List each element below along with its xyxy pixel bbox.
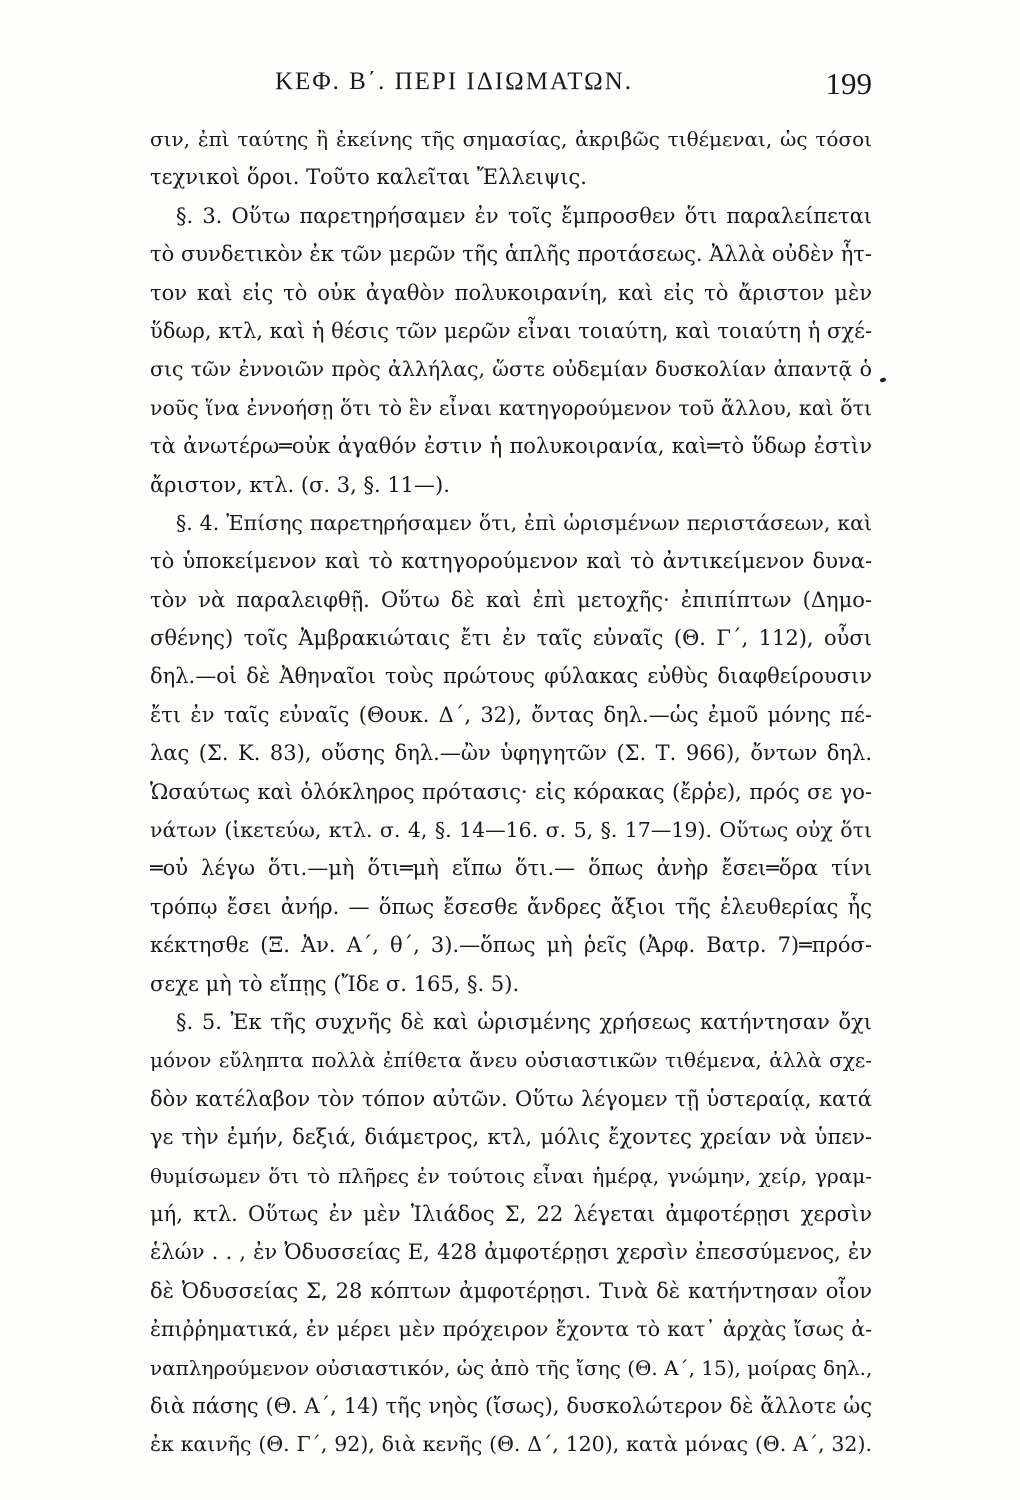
text-line: νοῦς ἵνα ἐννοήσῃ ὅτι τὸ ἓν εἶναι κατηγορούμενον τοῦ ἄλλου, καὶ ὅτι [150, 395, 872, 420]
text-line: §. 4. Ἐπίσης παρετηρήσαμεν ὅτι, ἐπὶ ὡρισμένων περιστάσεων, καὶ [176, 510, 872, 535]
text-line: ἑλών . . , ἐν Ὀδυσσείας Ε, 428 ἀμφοτέρῃσι χερσὶν ἐπεσσύμενος, ἐν [150, 1240, 872, 1265]
ink-speck [879, 377, 886, 383]
page-number: 199 [825, 66, 872, 101]
text-line: σιν, ἐπὶ ταύτης ἢ ἐκείνης τῆς σημασίας, ἀκριβῶς τιθέμεναι, ὡς τόσοι [150, 127, 872, 151]
text-line: τρόπῳ ἔσει ἀνήρ. — ὅπως ἔσεσθε ἄνδρες ἄξιοι τῆς ἐλευθερίας ἧς [150, 894, 872, 919]
text-line: σεχε μὴ τὸ εἴπῃς (Ἴδε σ. 165, §. 5). [150, 971, 520, 996]
running-head [150, 68, 872, 108]
text-line: σθένης) τοῖς Ἀμβρακιώταις ἔτι ἐν ταῖς εὐναῖς (Θ. Γ΄, 112), οὖσι [150, 626, 872, 651]
text-line: ἄριστον, κτλ. (σ. 3, §. 11—). [150, 472, 450, 497]
text-line: γε τὴν ἐμήν, δεξιά, διάμετρος, κτλ, μόλις ἔχοντες χρείαν νὰ ὑπεν- [150, 1125, 872, 1150]
text-line: δὲ Ὀδυσσείας Σ, 28 κόπτων ἀμφοτέρῃσι. Τινὰ δὲ κατήντησαν οἷον [150, 1278, 872, 1303]
text-line: νάτων (ἱκετεύω, κτλ. σ. 4, §. 14—16. σ. 5, §. 17—19). Οὕτως οὐχ ὅτι [150, 818, 872, 843]
text-line: ὕδωρ, κτλ, καὶ ἡ θέσις τῶν μερῶν εἶναι τοιαύτη, καὶ τοιαύτη ἡ σχέ- [150, 318, 872, 343]
text-line: §. 5. Ἐκ τῆς συχνῆς δὲ καὶ ὡρισμένης χρήσεως κατήντησαν ὄχι [176, 1009, 872, 1034]
text-line: τὰ ἀνωτέρω═οὐκ ἀγαθόν ἐστιν ἡ πολυκοιρανία, καὶ═τὸ ὕδωρ ἐστὶν [150, 434, 872, 459]
text-line: ἔτι ἐν ταῖς εὐναῖς (Θουκ. Δ΄, 32), ὄντας δηλ.—ὡς ἐμοῦ μόνης πέ- [150, 702, 872, 727]
text-line: τον καὶ εἰς τὸ οὐκ ἀγαθὸν πολυκοιρανίη, καὶ εἰς τὸ ἄριστον μὲν [150, 280, 872, 305]
text-line: ναπληρούμενον οὐσιαστικόν, ὡς ἀπὸ τῆς ἴσης (Θ. Α΄, 15), μοίρας δηλ., [150, 1355, 872, 1380]
text-line: ἐκ καινῆς (Θ. Γ΄, 92), διὰ κενῆς (Θ. Δ΄, 120), κατὰ μόνας (Θ. Α΄, 32). [150, 1432, 872, 1457]
text-line: διὰ πάσης (Θ. Α΄, 14) τῆς νηὸς (ἴσως), δυσκολώτερον δὲ ἄλλοτε ὡς [150, 1393, 872, 1418]
text-line: δὸν κατέλαβον τὸν τόπον αὐτῶν. Οὕτω λέγομεν τῇ ὑστεραίᾳ, κατά [150, 1086, 872, 1111]
text-line: ═οὐ λέγω ὅτι.—μὴ ὅτι═μὴ εἴπω ὅτι.— ὅπως ἀνὴρ ἔσει═ὅρα τίνι [150, 856, 872, 881]
text-line: σις τῶν ἐννοιῶν πρὸς ἀλλήλας, ὥστε οὐδεμίαν δυσκολίαν ἀπαντᾷ ὁ [150, 357, 872, 382]
text-line: λας (Σ. Κ. 83), οὔσης δηλ.—ὢν ὑφηγητῶν (Σ. Τ. 966), ὄντων δηλ. [150, 741, 872, 766]
text-line: τὸ ὑποκείμενον καὶ τὸ κατηγορούμενον καὶ τὸ ἀντικείμενον δυνα- [150, 549, 872, 574]
body-text [150, 120, 872, 1464]
text-line: ἐπιῤῥηματικά, ἐν μέρει μὲν πρόχειρον ἔχοντα τὸ κατ᾽ ἀρχὰς ἴσως ἀ- [150, 1317, 872, 1342]
text-line: δηλ.—οἱ δὲ Ἀθηναῖοι τοὺς πρώτους φύλακας εὐθὺς διαφθείρουσιν [150, 664, 872, 689]
text-line: μόνον εὔληπτα πολλὰ ἐπίθετα ἄνευ οὐσιαστικῶν τιθέμενα, ἀλλὰ σχε- [150, 1048, 872, 1073]
text-line: Ὡσαύτως καὶ ὁλόκληρος πρότασις· εἰς κόρακας (ἔρῥε), πρός σε γο- [150, 779, 872, 804]
text-line: τεχνικοὶ ὅροι. Τοῦτο καλεῖται Ἔλλειψις. [150, 165, 587, 190]
text-line: τὸ συνδετικὸν ἐκ τῶν μερῶν τῆς ἁπλῆς προτάσεως. Ἀλλὰ οὐδὲν ἧτ- [150, 242, 872, 267]
text-line: θυμίσωμεν ὅτι τὸ πλῆρες ἐν τούτοις εἶναι ἡμέρᾳ, γνώμην, χείρ, γραμ- [150, 1163, 872, 1188]
running-title: ΚΕΦ. Β΄. ΠΕΡΙ ΙΔΙΩΜΑΤΩΝ. [275, 68, 633, 95]
text-line: §. 3. Οὕτω παρετηρήσαμεν ἐν τοῖς ἔμπροσθεν ὅτι παραλείπεται [176, 203, 872, 228]
text-line: τὸν νὰ παραλειφθῇ. Οὕτω δὲ καὶ ἐπὶ μετοχῆς· ἐπιπίπτων (Δημο- [150, 587, 872, 612]
text-line: μή, κτλ. Οὕτως ἐν μὲν Ἰλιάδος Σ, 22 λέγεται ἀμφοτέρῃσι χερσὶν [150, 1201, 872, 1226]
text-line: κέκτησθε (Ξ. Ἀν. Α΄, θ΄, 3).—ὅπως μὴ ῥεῖς (Ἀρφ. Βατρ. 7)═πρόσ- [150, 933, 872, 958]
